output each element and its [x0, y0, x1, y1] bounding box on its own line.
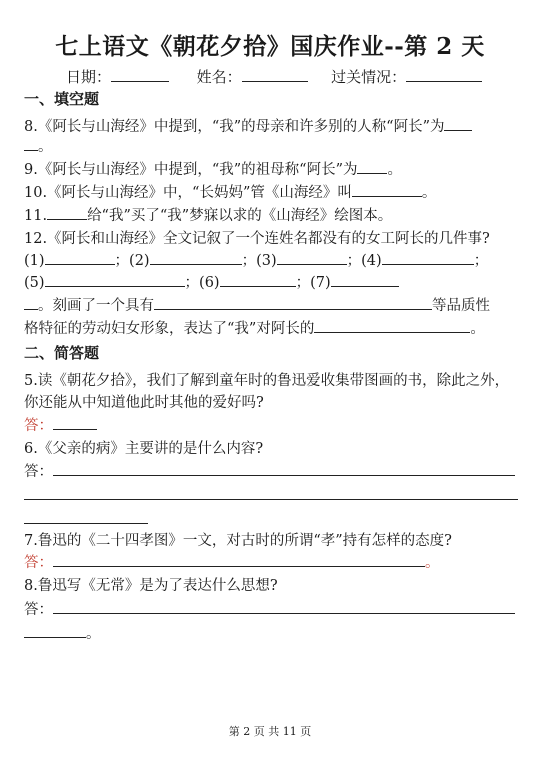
answer-blank[interactable] — [53, 600, 515, 614]
sa-answer-8-cont: 。 — [24, 624, 520, 644]
answer-blank[interactable] — [150, 251, 242, 265]
student-info-row — [66, 66, 482, 87]
answer-blank[interactable] — [220, 273, 296, 287]
answer-line[interactable] — [24, 523, 148, 524]
question-12-part-c: 。刻画了一个具有 等品质性 — [24, 296, 520, 316]
question-11: 11. 给“我”买了“我”梦寐以求的《山海经》绘图本。 — [24, 208, 393, 224]
sa-question-6: 6.《父亲的病》主要讲的是什么内容? — [24, 441, 264, 457]
answer-blank[interactable] — [154, 296, 432, 310]
section-short-answer-heading: 二、简答题 — [24, 344, 100, 362]
question-10: 10.《阿长与山海经》中，“长妈妈”管《山海经》叫 。 — [24, 185, 437, 201]
sa-answer-8: 答： — [24, 600, 520, 620]
answer-blank[interactable] — [53, 553, 425, 567]
answer-line[interactable] — [24, 499, 518, 500]
question-12-items-row2: (5) ；(6) ；(7) — [24, 273, 520, 293]
answer-blank[interactable] — [45, 273, 185, 287]
answer-blank[interactable] — [352, 183, 422, 197]
answer-blank[interactable] — [45, 251, 115, 265]
answer-blank[interactable] — [24, 624, 86, 638]
answer-blank[interactable] — [382, 251, 474, 265]
sa-question-8: 8.鲁迅写《无常》是为了表达什么思想? — [24, 578, 278, 594]
sa-question-5-cont: 你还能从中知道他此时其他的爱好吗? — [24, 395, 264, 411]
answer-blank[interactable] — [314, 319, 470, 333]
sa-answer-7: 答： 。 — [24, 555, 440, 571]
answer-blank[interactable] — [53, 462, 515, 476]
page-title: 七上语文《朝花夕拾》国庆作业--第 2 天 — [55, 33, 485, 60]
question-12: 12.《阿长和山海经》全文记叙了一个连姓名都没有的女工阿长的几件事? — [24, 231, 490, 247]
question-12-part-e: 格特征的劳动妇女形象，表达了“我”对阿长的 。 — [24, 321, 485, 337]
page-number: 第 2 页 共 11 页 — [228, 725, 312, 738]
question-8: 8.《阿长与山海经》中提到，“我”的母亲和许多别的人称“阿长”为 — [24, 117, 520, 137]
name-label: 姓名： — [196, 68, 242, 86]
question-9: 9.《阿长与山海经》中提到，“我”的祖母称“阿长”为 。 — [24, 162, 402, 178]
sa-question-7: 7.鲁迅的《二十四孝图》一文，对古时的所谓“孝”持有怎样的态度? — [24, 533, 452, 549]
status-blank[interactable] — [406, 67, 482, 82]
answer-blank[interactable] — [277, 251, 347, 265]
sa-answer-5: 答： — [24, 416, 520, 436]
sa-answer-6: 答： — [24, 462, 520, 482]
answer-blank[interactable] — [357, 160, 387, 174]
answer-blank[interactable] — [47, 206, 87, 220]
sa-question-5: 5.读《朝花夕拾》，我们了解到童年时的鲁迅爱收集带图画的书，除此之外， — [24, 373, 510, 389]
date-label: 日期： — [66, 68, 112, 86]
answer-blank[interactable] — [444, 117, 472, 131]
answer-blank[interactable] — [24, 137, 38, 151]
question-8-cont: 。 — [24, 137, 520, 157]
answer-blank[interactable] — [24, 296, 38, 310]
name-blank[interactable] — [242, 67, 308, 82]
status-label: 过关情况： — [331, 68, 407, 86]
answer-blank[interactable] — [53, 416, 97, 430]
question-12-items-row1: (1) ；(2) ；(3) ；(4) ； — [24, 253, 489, 269]
section-fill-blank-heading: 一、填空题 — [24, 90, 100, 108]
answer-blank[interactable] — [331, 273, 399, 287]
date-blank[interactable] — [111, 67, 169, 82]
